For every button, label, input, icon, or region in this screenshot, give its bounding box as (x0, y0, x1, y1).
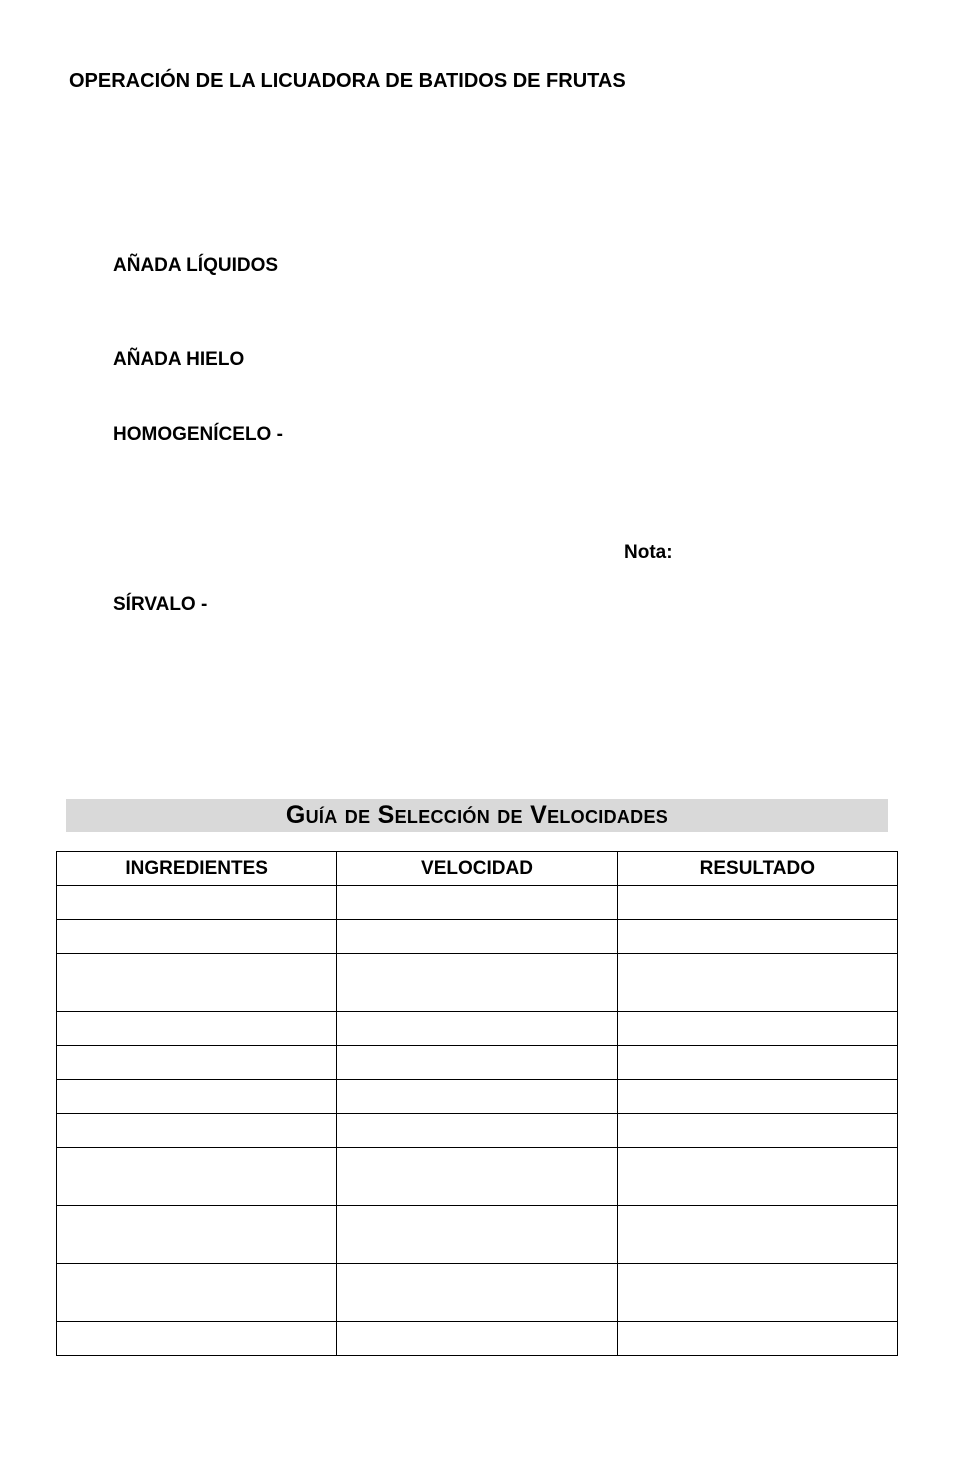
table-cell (617, 1148, 897, 1206)
table-cell (337, 1114, 617, 1148)
table-cell (57, 1080, 337, 1114)
table-row (57, 920, 898, 954)
table-cell (337, 1264, 617, 1322)
table-row (57, 1148, 898, 1206)
table-row (57, 1322, 898, 1356)
table-row (57, 886, 898, 920)
step-blend: HOMOGENÍCELO - (113, 424, 283, 445)
table-row (57, 1264, 898, 1322)
table-cell (57, 1046, 337, 1080)
table-cell (57, 1264, 337, 1322)
column-header-resultado: RESULTADO (617, 852, 897, 886)
table-row (57, 1012, 898, 1046)
speed-guide-title: Guía de Selección de Velocidades (285, 801, 669, 829)
table-cell (57, 1206, 337, 1264)
table-row (57, 1080, 898, 1114)
table-cell (337, 886, 617, 920)
table-cell (57, 886, 337, 920)
table-cell (57, 1114, 337, 1148)
table-cell (337, 1080, 617, 1114)
table-cell (617, 1264, 897, 1322)
column-header-velocidad: VELOCIDAD (337, 852, 617, 886)
table-cell (337, 1206, 617, 1264)
table-row (57, 1046, 898, 1080)
table-cell (337, 1046, 617, 1080)
note-label: Nota: (624, 542, 673, 563)
table-header-row (57, 852, 898, 886)
table-cell (57, 1148, 337, 1206)
speed-guide-table (56, 851, 898, 1356)
table-cell (617, 920, 897, 954)
table-cell (617, 1206, 897, 1264)
table-cell (617, 1322, 897, 1356)
step-serve: SÍRVALO - (113, 594, 208, 615)
table-row (57, 1206, 898, 1264)
table-cell (617, 1114, 897, 1148)
table-cell (617, 886, 897, 920)
table-cell (57, 954, 337, 1012)
speed-guide-title-bar (66, 799, 888, 832)
table-row (57, 954, 898, 1012)
table-cell (337, 1148, 617, 1206)
table-row (57, 1114, 898, 1148)
table-cell (57, 1012, 337, 1046)
table-cell (57, 1322, 337, 1356)
step-add-ice: AÑADA HIELO (113, 349, 245, 370)
column-header-ingredientes: INGREDIENTES (57, 852, 337, 886)
table-cell (337, 920, 617, 954)
table-cell (617, 954, 897, 1012)
table-cell (617, 1080, 897, 1114)
step-add-liquids: AÑADA LÍQUIDOS (113, 255, 279, 276)
table-cell (617, 1046, 897, 1080)
table-cell (57, 920, 337, 954)
page-title: OPERACIÓN DE LA LICUADORA DE BATIDOS DE FRUTAS (69, 70, 626, 92)
table-cell (337, 954, 617, 1012)
table-cell (617, 1012, 897, 1046)
table-cell (337, 1012, 617, 1046)
table-cell (337, 1322, 617, 1356)
